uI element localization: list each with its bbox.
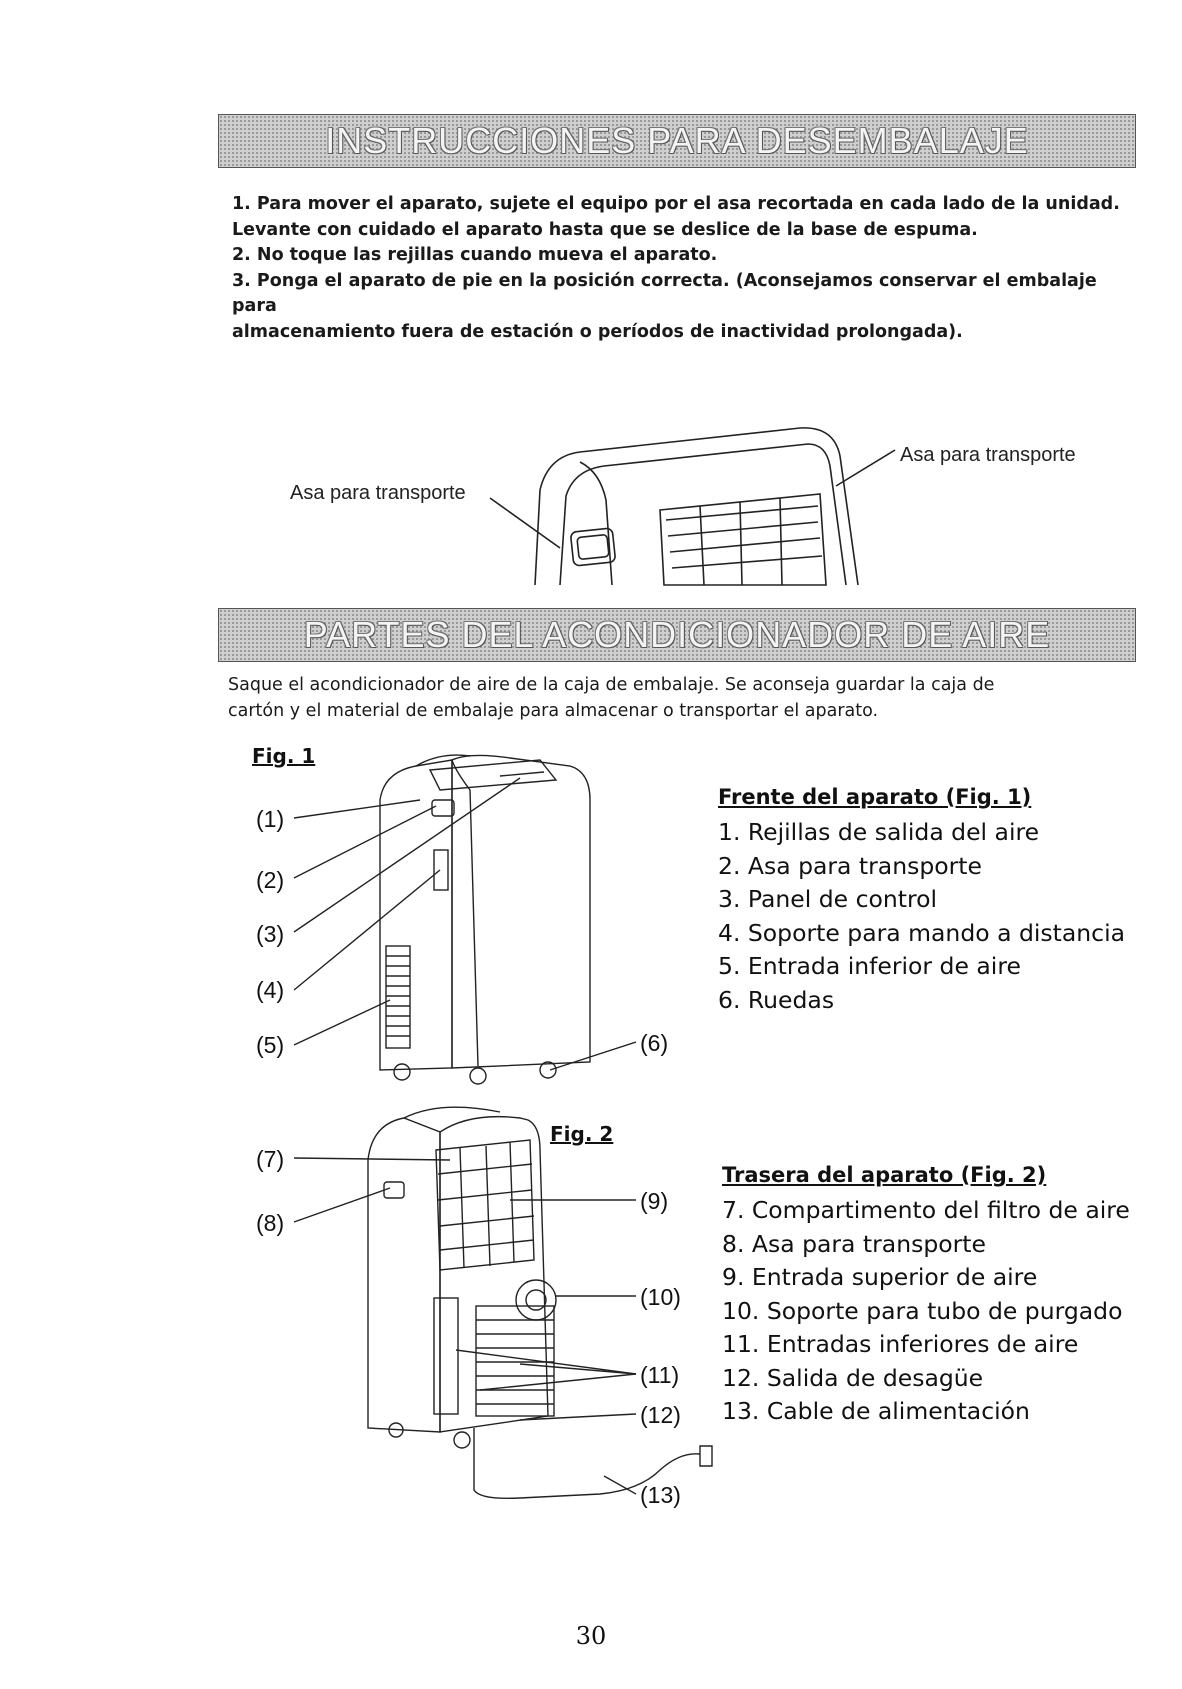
fig1-list-item: 6. Ruedas (718, 985, 835, 1014)
fig2-list-item: 9. Entrada superior de aire (722, 1263, 1038, 1291)
fig2-callout-8: (8) (256, 1210, 285, 1236)
unpack-banner-title: INSTRUCCIONES PARA DESEMBALAJE (325, 120, 1029, 161)
fig2-label: Fig. 2 (550, 1122, 614, 1146)
carry-handle-label-left: Asa para transporte (290, 482, 466, 504)
fig1-list-item: 1. Rejillas de salida del aire (718, 818, 1040, 846)
fig2-callout-7: (7) (256, 1146, 285, 1172)
parts-banner (218, 608, 1136, 662)
carry-handle-label-right: Asa para transporte (900, 444, 1076, 466)
fig2-callout-12: (12) (640, 1402, 681, 1428)
fig2-callout-10: (10) (640, 1284, 681, 1310)
fig2-callout-9: (9) (640, 1188, 669, 1214)
parts-intro-line: cartón y el material de embalaje para almacenar o transportar el aparato. (228, 700, 879, 721)
fig1-callout-3: (3) (256, 921, 285, 947)
unpack-step: 3. Ponga el aparato de pie en la posición correcta. (Aconsejamos conservar el embalaje para (232, 270, 1097, 316)
fig2-list-item: 13. Cable de alimentación (722, 1397, 1030, 1425)
fig1-list-title: Frente del aparato (Fig. 1) (718, 785, 1032, 809)
parts-banner-title: PARTES DEL ACONDICIONADOR DE AIRE (303, 614, 1051, 655)
fig2-list-item: 11. Entradas inferiores de aire (722, 1330, 1079, 1358)
unpack-step: almacenamiento fuera de estación o períodos de inactividad prolongada). (232, 321, 963, 342)
page-number: 30 (575, 1622, 607, 1650)
parts-intro-line: Saque el acondicionador de aire de la caja de embalaje. Se aconseja guardar la caja de (228, 675, 995, 695)
unpack-step: 1. Para mover el aparato, sujete el equipo por el asa recortada en cada lado de la unidad. (232, 194, 1120, 214)
unpack-step: Levante con cuidado el aparato hasta que se deslice de la base de espuma. (232, 219, 978, 240)
fig1-list-item: 4. Soporte para mando a distancia (718, 918, 1126, 947)
unpack-step: 2. No toque las rejillas cuando mueva el aparato. (232, 245, 718, 265)
unpack-steps (232, 192, 1132, 345)
fig2-callout-13: (13) (640, 1482, 681, 1508)
fig2-list-item: 8. Asa para transporte (722, 1229, 986, 1258)
fig2-list-title: Trasera del aparato (Fig. 2) (722, 1163, 1047, 1187)
fig1-callout-1: (1) (256, 806, 285, 832)
fig2-list-item: 12. Salida de desagüe (722, 1363, 984, 1392)
fig1-callout-2: (2) (256, 867, 285, 893)
fig1-label: Fig. 1 (252, 744, 316, 768)
fig2-callout-11: (11) (640, 1362, 680, 1388)
parts-intro (228, 673, 1128, 724)
fig1-list-item: 3. Panel de control (718, 885, 938, 913)
fig1-callout-4: (4) (256, 977, 285, 1003)
fig2-parts-list (722, 1160, 1178, 1429)
fig1-callout-6: (6) (640, 1030, 669, 1056)
fig1-list-item: 2. Asa para transporte (718, 851, 982, 880)
fig2-list-item: 10. Soporte para tubo de purgado (722, 1296, 1123, 1325)
unpack-banner (218, 114, 1136, 168)
fig2-list-item: 7. Compartimento del filtro de aire (722, 1196, 1130, 1224)
fig1-list-item: 5. Entrada inferior de aire (718, 952, 1021, 980)
fig1-parts-list (718, 782, 1178, 1017)
fig1-callout-5: (5) (256, 1032, 285, 1058)
